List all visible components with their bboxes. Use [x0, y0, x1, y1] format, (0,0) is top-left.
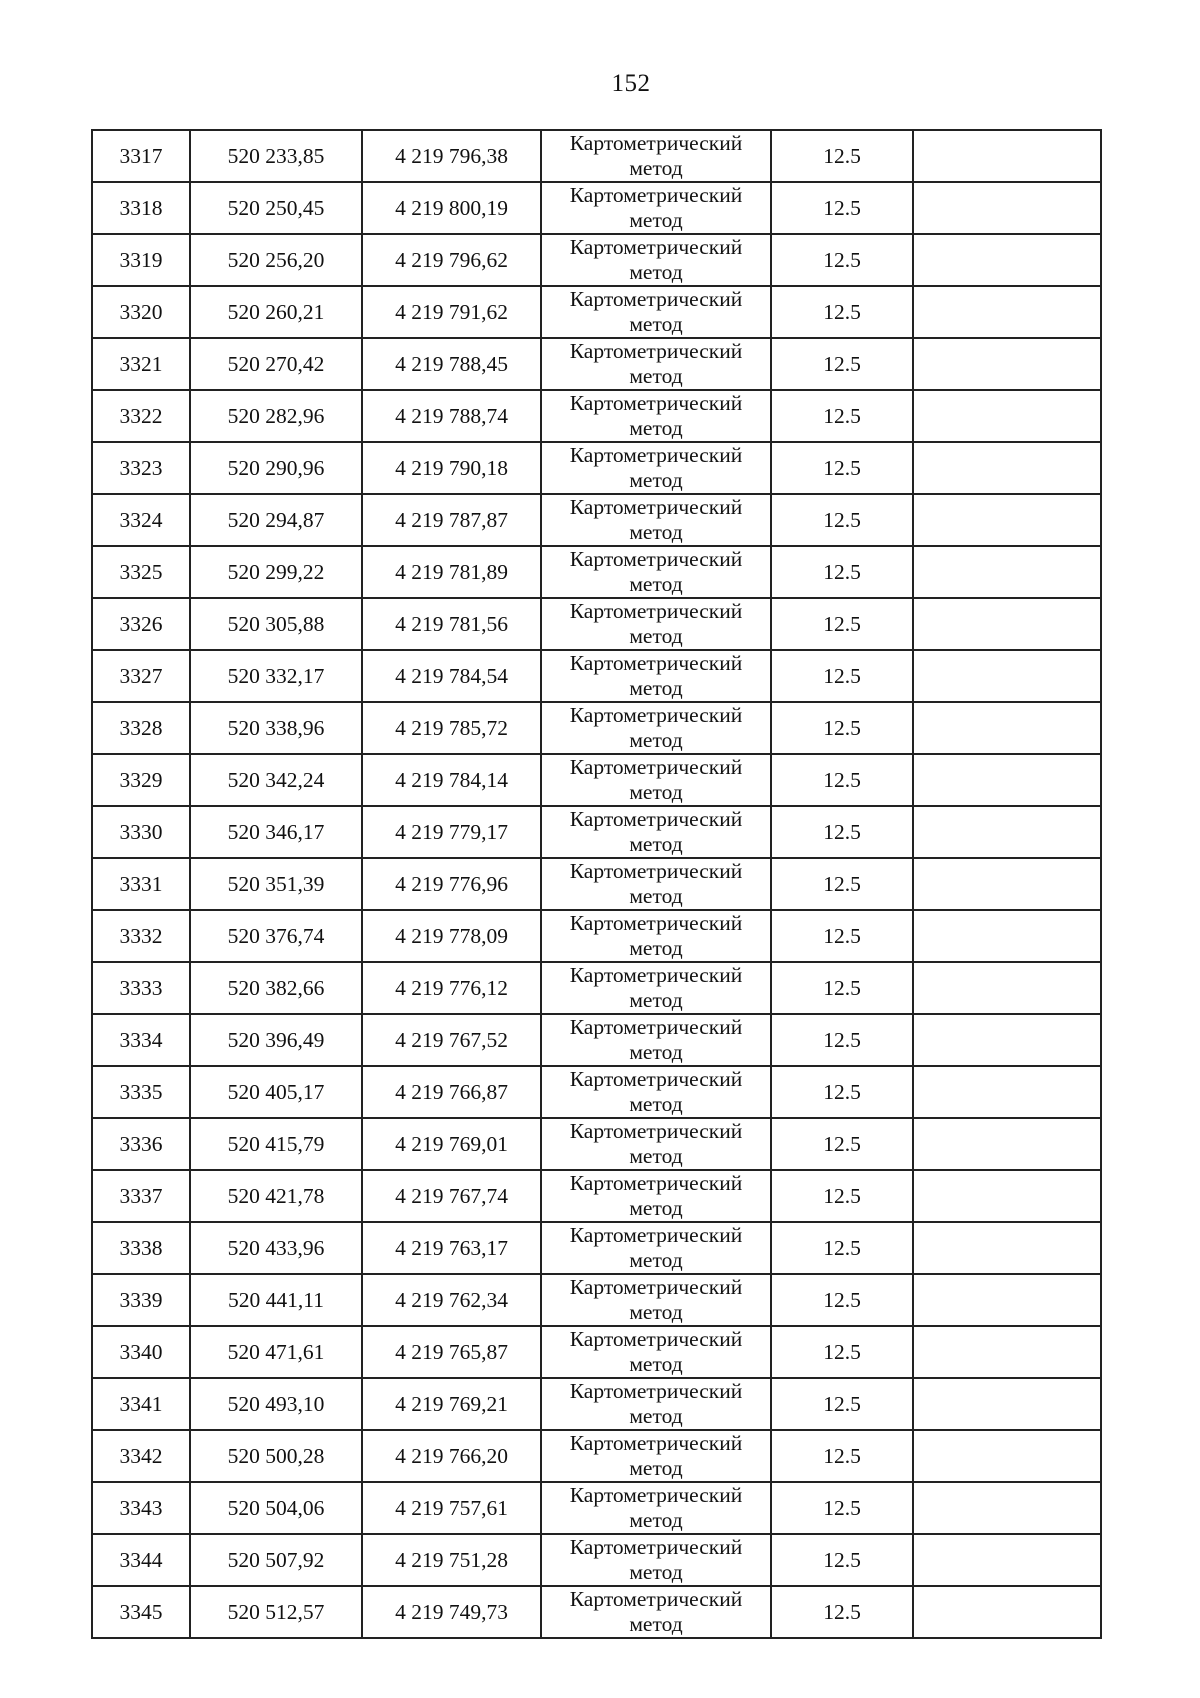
y-coordinate-cell: 4 219 749,73: [362, 1586, 541, 1638]
method-cell: Картометрический метод: [541, 1534, 771, 1586]
method-cell: Картометрический метод: [541, 546, 771, 598]
y-coordinate-cell: 4 219 751,28: [362, 1534, 541, 1586]
y-coordinate-cell: 4 219 766,20: [362, 1430, 541, 1482]
method-cell: Картометрический метод: [541, 1118, 771, 1170]
note-cell: [913, 286, 1101, 338]
x-coordinate-cell: 520 504,06: [190, 1482, 362, 1534]
accuracy-cell: 12.5: [771, 910, 913, 962]
table-row: [92, 858, 1101, 910]
x-coordinate-cell: 520 332,17: [190, 650, 362, 702]
x-coordinate-cell: 520 294,87: [190, 494, 362, 546]
x-coordinate-cell: 520 493,10: [190, 1378, 362, 1430]
accuracy-cell: 12.5: [771, 1014, 913, 1066]
accuracy-cell: 12.5: [771, 286, 913, 338]
method-cell: Картометрический метод: [541, 442, 771, 494]
note-cell: [913, 546, 1101, 598]
table-row: [92, 1274, 1101, 1326]
table-row: [92, 754, 1101, 806]
x-coordinate-cell: 520 500,28: [190, 1430, 362, 1482]
y-coordinate-cell: 4 219 787,87: [362, 494, 541, 546]
note-cell: [913, 234, 1101, 286]
accuracy-cell: 12.5: [771, 1430, 913, 1482]
note-cell: [913, 338, 1101, 390]
accuracy-cell: 12.5: [771, 338, 913, 390]
x-coordinate-cell: 520 233,85: [190, 130, 362, 182]
point-number-cell: 3328: [92, 702, 190, 754]
note-cell: [913, 650, 1101, 702]
coordinates-table: [91, 129, 1102, 1639]
method-cell: Картометрический метод: [541, 702, 771, 754]
accuracy-cell: 12.5: [771, 546, 913, 598]
x-coordinate-cell: 520 405,17: [190, 1066, 362, 1118]
table-row: [92, 1586, 1101, 1638]
y-coordinate-cell: 4 219 767,74: [362, 1170, 541, 1222]
method-cell: Картометрический метод: [541, 858, 771, 910]
table-row: [92, 702, 1101, 754]
y-coordinate-cell: 4 219 796,38: [362, 130, 541, 182]
x-coordinate-cell: 520 376,74: [190, 910, 362, 962]
method-cell: Картометрический метод: [541, 494, 771, 546]
table-row: [92, 130, 1101, 182]
method-cell: Картометрический метод: [541, 1482, 771, 1534]
note-cell: [913, 858, 1101, 910]
point-number-cell: 3321: [92, 338, 190, 390]
method-cell: Картометрический метод: [541, 910, 771, 962]
table-row: [92, 650, 1101, 702]
y-coordinate-cell: 4 219 784,14: [362, 754, 541, 806]
accuracy-cell: 12.5: [771, 858, 913, 910]
point-number-cell: 3338: [92, 1222, 190, 1274]
x-coordinate-cell: 520 507,92: [190, 1534, 362, 1586]
y-coordinate-cell: 4 219 757,61: [362, 1482, 541, 1534]
accuracy-cell: 12.5: [771, 754, 913, 806]
accuracy-cell: 12.5: [771, 702, 913, 754]
note-cell: [913, 1534, 1101, 1586]
point-number-cell: 3336: [92, 1118, 190, 1170]
table-row: [92, 1014, 1101, 1066]
x-coordinate-cell: 520 396,49: [190, 1014, 362, 1066]
method-cell: Картометрический метод: [541, 598, 771, 650]
page-number: 152: [611, 70, 651, 97]
method-cell: Картометрический метод: [541, 962, 771, 1014]
table-row: [92, 1118, 1101, 1170]
accuracy-cell: 12.5: [771, 650, 913, 702]
note-cell: [913, 1378, 1101, 1430]
x-coordinate-cell: 520 382,66: [190, 962, 362, 1014]
point-number-cell: 3320: [92, 286, 190, 338]
x-coordinate-cell: 520 299,22: [190, 546, 362, 598]
table-row: [92, 806, 1101, 858]
point-number-cell: 3326: [92, 598, 190, 650]
note-cell: [913, 910, 1101, 962]
method-cell: Картометрический метод: [541, 806, 771, 858]
accuracy-cell: 12.5: [771, 234, 913, 286]
table-row: [92, 338, 1101, 390]
point-number-cell: 3339: [92, 1274, 190, 1326]
point-number-cell: 3337: [92, 1170, 190, 1222]
y-coordinate-cell: 4 219 781,56: [362, 598, 541, 650]
table-row: [92, 1482, 1101, 1534]
table-row: [92, 390, 1101, 442]
point-number-cell: 3318: [92, 182, 190, 234]
method-cell: Картометрический метод: [541, 650, 771, 702]
table-row: [92, 1326, 1101, 1378]
x-coordinate-cell: 520 441,11: [190, 1274, 362, 1326]
method-cell: Картометрический метод: [541, 390, 771, 442]
note-cell: [913, 494, 1101, 546]
point-number-cell: 3345: [92, 1586, 190, 1638]
method-cell: Картометрический метод: [541, 1274, 771, 1326]
note-cell: [913, 1222, 1101, 1274]
accuracy-cell: 12.5: [771, 442, 913, 494]
note-cell: [913, 806, 1101, 858]
note-cell: [913, 182, 1101, 234]
y-coordinate-cell: 4 219 769,01: [362, 1118, 541, 1170]
x-coordinate-cell: 520 250,45: [190, 182, 362, 234]
method-cell: Картометрический метод: [541, 1066, 771, 1118]
accuracy-cell: 12.5: [771, 1170, 913, 1222]
y-coordinate-cell: 4 219 800,19: [362, 182, 541, 234]
x-coordinate-cell: 520 290,96: [190, 442, 362, 494]
note-cell: [913, 1066, 1101, 1118]
accuracy-cell: 12.5: [771, 1118, 913, 1170]
table-row: [92, 546, 1101, 598]
point-number-cell: 3332: [92, 910, 190, 962]
accuracy-cell: 12.5: [771, 390, 913, 442]
point-number-cell: 3334: [92, 1014, 190, 1066]
y-coordinate-cell: 4 219 784,54: [362, 650, 541, 702]
x-coordinate-cell: 520 471,61: [190, 1326, 362, 1378]
table-row: [92, 598, 1101, 650]
note-cell: [913, 1326, 1101, 1378]
point-number-cell: 3335: [92, 1066, 190, 1118]
x-coordinate-cell: 520 342,24: [190, 754, 362, 806]
y-coordinate-cell: 4 219 766,87: [362, 1066, 541, 1118]
accuracy-cell: 12.5: [771, 598, 913, 650]
accuracy-cell: 12.5: [771, 1482, 913, 1534]
y-coordinate-cell: 4 219 776,12: [362, 962, 541, 1014]
note-cell: [913, 1274, 1101, 1326]
y-coordinate-cell: 4 219 762,34: [362, 1274, 541, 1326]
table-row: [92, 234, 1101, 286]
accuracy-cell: 12.5: [771, 806, 913, 858]
x-coordinate-cell: 520 421,78: [190, 1170, 362, 1222]
table-row: [92, 182, 1101, 234]
x-coordinate-cell: 520 282,96: [190, 390, 362, 442]
method-cell: Картометрический метод: [541, 182, 771, 234]
accuracy-cell: 12.5: [771, 1222, 913, 1274]
method-cell: Картометрический метод: [541, 286, 771, 338]
table-row: [92, 494, 1101, 546]
note-cell: [913, 702, 1101, 754]
note-cell: [913, 1014, 1101, 1066]
x-coordinate-cell: 520 346,17: [190, 806, 362, 858]
point-number-cell: 3327: [92, 650, 190, 702]
method-cell: Картометрический метод: [541, 1326, 771, 1378]
method-cell: Картометрический метод: [541, 1586, 771, 1638]
y-coordinate-cell: 4 219 790,18: [362, 442, 541, 494]
accuracy-cell: 12.5: [771, 494, 913, 546]
point-number-cell: 3340: [92, 1326, 190, 1378]
y-coordinate-cell: 4 219 785,72: [362, 702, 541, 754]
y-coordinate-cell: 4 219 779,17: [362, 806, 541, 858]
table-row: [92, 1378, 1101, 1430]
table-row: [92, 1534, 1101, 1586]
point-number-cell: 3331: [92, 858, 190, 910]
method-cell: Картометрический метод: [541, 1222, 771, 1274]
table-row: [92, 1170, 1101, 1222]
y-coordinate-cell: 4 219 769,21: [362, 1378, 541, 1430]
note-cell: [913, 1118, 1101, 1170]
x-coordinate-cell: 520 270,42: [190, 338, 362, 390]
y-coordinate-cell: 4 219 776,96: [362, 858, 541, 910]
note-cell: [913, 1586, 1101, 1638]
table-row: [92, 1430, 1101, 1482]
y-coordinate-cell: 4 219 788,45: [362, 338, 541, 390]
method-cell: Картометрический метод: [541, 1170, 771, 1222]
y-coordinate-cell: 4 219 767,52: [362, 1014, 541, 1066]
method-cell: Картометрический метод: [541, 1430, 771, 1482]
x-coordinate-cell: 520 338,96: [190, 702, 362, 754]
point-number-cell: 3317: [92, 130, 190, 182]
method-cell: Картометрический метод: [541, 1378, 771, 1430]
point-number-cell: 3330: [92, 806, 190, 858]
note-cell: [913, 442, 1101, 494]
note-cell: [913, 1430, 1101, 1482]
note-cell: [913, 962, 1101, 1014]
x-coordinate-cell: 520 512,57: [190, 1586, 362, 1638]
note-cell: [913, 130, 1101, 182]
point-number-cell: 3324: [92, 494, 190, 546]
method-cell: Картометрический метод: [541, 130, 771, 182]
x-coordinate-cell: 520 433,96: [190, 1222, 362, 1274]
table-row: [92, 910, 1101, 962]
accuracy-cell: 12.5: [771, 1274, 913, 1326]
accuracy-cell: 12.5: [771, 962, 913, 1014]
method-cell: Картометрический метод: [541, 234, 771, 286]
y-coordinate-cell: 4 219 765,87: [362, 1326, 541, 1378]
table-row: [92, 1222, 1101, 1274]
accuracy-cell: 12.5: [771, 130, 913, 182]
method-cell: Картометрический метод: [541, 338, 771, 390]
y-coordinate-cell: 4 219 778,09: [362, 910, 541, 962]
point-number-cell: 3333: [92, 962, 190, 1014]
point-number-cell: 3329: [92, 754, 190, 806]
note-cell: [913, 1170, 1101, 1222]
note-cell: [913, 390, 1101, 442]
point-number-cell: 3325: [92, 546, 190, 598]
table-row: [92, 286, 1101, 338]
note-cell: [913, 1482, 1101, 1534]
accuracy-cell: 12.5: [771, 1326, 913, 1378]
table-row: [92, 1066, 1101, 1118]
method-cell: Картометрический метод: [541, 1014, 771, 1066]
point-number-cell: 3319: [92, 234, 190, 286]
x-coordinate-cell: 520 256,20: [190, 234, 362, 286]
y-coordinate-cell: 4 219 763,17: [362, 1222, 541, 1274]
point-number-cell: 3323: [92, 442, 190, 494]
point-number-cell: 3344: [92, 1534, 190, 1586]
accuracy-cell: 12.5: [771, 1066, 913, 1118]
accuracy-cell: 12.5: [771, 1534, 913, 1586]
accuracy-cell: 12.5: [771, 182, 913, 234]
x-coordinate-cell: 520 351,39: [190, 858, 362, 910]
table-row: [92, 442, 1101, 494]
x-coordinate-cell: 520 305,88: [190, 598, 362, 650]
x-coordinate-cell: 520 415,79: [190, 1118, 362, 1170]
note-cell: [913, 754, 1101, 806]
y-coordinate-cell: 4 219 781,89: [362, 546, 541, 598]
y-coordinate-cell: 4 219 796,62: [362, 234, 541, 286]
point-number-cell: 3322: [92, 390, 190, 442]
table-row: [92, 962, 1101, 1014]
note-cell: [913, 598, 1101, 650]
accuracy-cell: 12.5: [771, 1586, 913, 1638]
x-coordinate-cell: 520 260,21: [190, 286, 362, 338]
point-number-cell: 3341: [92, 1378, 190, 1430]
accuracy-cell: 12.5: [771, 1378, 913, 1430]
y-coordinate-cell: 4 219 791,62: [362, 286, 541, 338]
method-cell: Картометрический метод: [541, 754, 771, 806]
point-number-cell: 3343: [92, 1482, 190, 1534]
y-coordinate-cell: 4 219 788,74: [362, 390, 541, 442]
coordinates-table-body: [92, 130, 1101, 1638]
point-number-cell: 3342: [92, 1430, 190, 1482]
